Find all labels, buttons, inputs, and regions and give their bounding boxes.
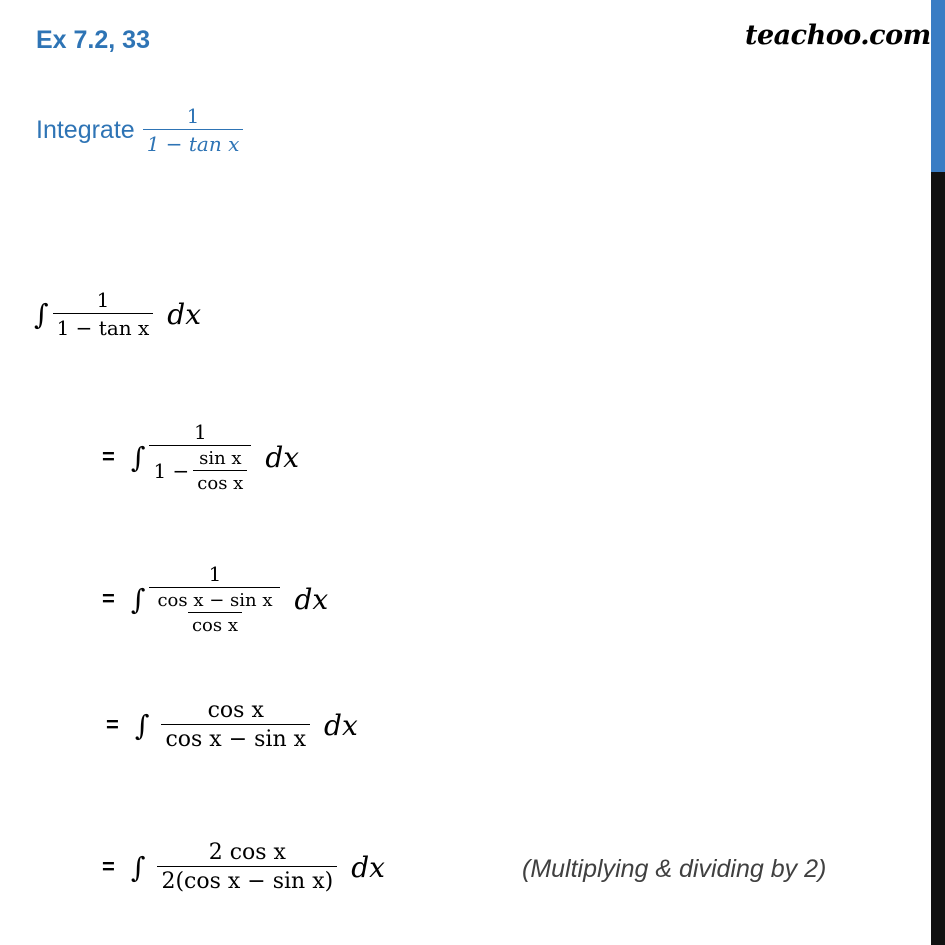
step-3-equals: = — [106, 712, 119, 737]
step-2 — [102, 562, 328, 636]
step-4-note: (Multiplying & dividing by 2) — [522, 855, 827, 883]
step-1-denominator — [149, 445, 251, 494]
step-1-denominator-lead: 1 − — [153, 459, 190, 483]
step-3-denominator: cos x − sin x — [161, 724, 310, 752]
step-3-numerator: cos x — [207, 698, 264, 723]
exercise-title: Ex 7.2, 33 — [36, 26, 150, 54]
step-2-dx: dx — [294, 582, 329, 616]
step-4 — [102, 840, 385, 894]
step-1-inner-denominator: cos x — [193, 470, 247, 494]
step-4-numerator: 2 cos x — [208, 840, 286, 865]
step-1-dx: dx — [265, 440, 300, 474]
step-3-fraction — [161, 698, 310, 752]
step-0-numerator: 1 — [96, 288, 110, 312]
step-2-numerator: 1 — [208, 562, 222, 586]
integral-sign: ∫ — [130, 440, 146, 474]
step-1-fraction — [149, 420, 251, 494]
step-2-equals: = — [102, 586, 115, 611]
step-3 — [106, 698, 358, 752]
step-0-denominator: 1 − tan x — [53, 313, 154, 340]
step-3-dx: dx — [324, 708, 358, 742]
teachoo-logo: teachoo.com — [745, 20, 931, 51]
step-4-equals: = — [102, 854, 115, 879]
step-1-equals: = — [102, 444, 115, 469]
step-0-dx: dx — [167, 297, 201, 331]
question-prefix: Integrate — [36, 115, 135, 144]
step-4-denominator: 2(cos x − sin x) — [157, 866, 337, 894]
question-fraction — [143, 104, 244, 156]
scrollbar-thumb[interactable] — [931, 0, 945, 172]
step-2-inner-fraction — [153, 590, 276, 636]
integral-sign: ∫ — [34, 297, 49, 331]
step-4-fraction — [157, 840, 337, 894]
integral-sign: ∫ — [130, 850, 146, 884]
step-0 — [34, 288, 201, 340]
step-2-denominator — [149, 587, 280, 636]
step-1-inner-fraction — [193, 448, 247, 494]
question-numerator: 1 — [186, 104, 200, 128]
step-2-inner-numerator: cos x − sin x — [157, 590, 273, 611]
step-1-inner-numerator: sin x — [199, 448, 242, 469]
step-1 — [102, 420, 299, 494]
integral-sign: ∫ — [130, 582, 146, 616]
step-4-dx: dx — [351, 850, 385, 884]
integral-sign: ∫ — [134, 708, 150, 742]
step-0-fraction — [53, 288, 154, 340]
step-2-inner-denominator: cos x — [188, 612, 242, 636]
step-2-fraction — [149, 562, 280, 636]
step-1-numerator: 1 — [194, 420, 207, 444]
question — [36, 104, 243, 156]
question-denominator: 1 − tan x — [143, 129, 244, 156]
